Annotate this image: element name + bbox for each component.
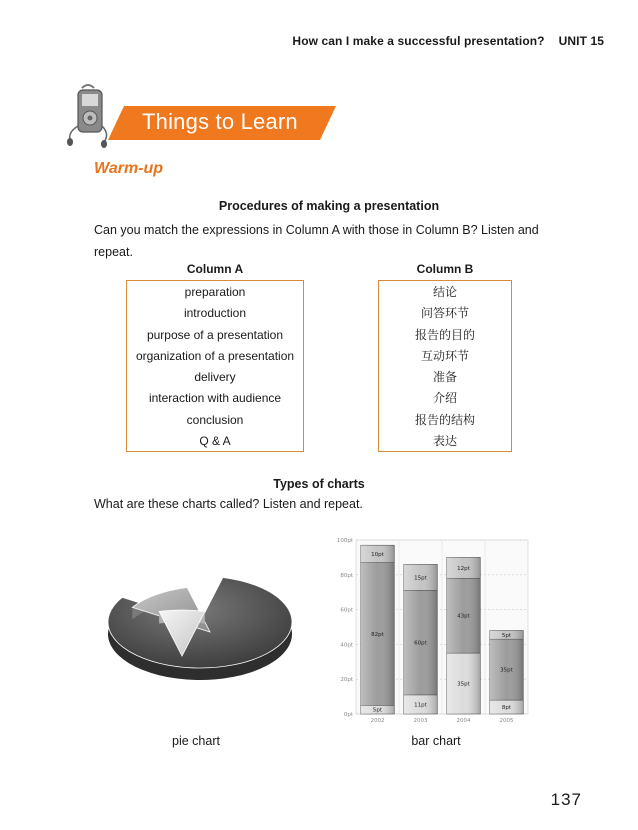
x-tick-label: 2004 [456,718,471,724]
column-a-item: conclusion [186,412,244,427]
column-a-item: delivery [194,370,236,385]
data-label: 5pt [501,632,512,639]
data-label: 60pt [414,640,427,647]
y-tick-label: 20pt [340,677,353,684]
pie-chart [100,560,300,710]
stacked-bar-chart [322,532,534,728]
page-number: 137 [550,790,582,809]
banner-title: Things to Learn [142,109,298,134]
header-question: How can I make a successful presentation? [292,34,545,48]
warmup-title: Warm-up [94,160,164,177]
column-b-item: 报告的目的 [414,327,475,342]
match-instruction: Can you match the expressions in Column A with those in Column B? Listen and repeat. [94,223,539,259]
column-b-item: 表达 [432,434,457,449]
column-a-item: interaction with audience [148,391,282,406]
column-b-item: 互动环节 [420,348,469,363]
pie-chart-caption: pie chart [172,734,220,748]
data-label: 43pt [457,613,470,620]
column-b-item: 结论 [432,285,457,299]
data-label: 15pt [414,575,427,582]
y-tick-label: 100pt [336,538,353,544]
x-tick-label: 2005 [499,718,514,724]
y-tick-label: 80pt [340,572,353,579]
types-of-charts-heading: Types of charts [273,477,365,491]
column-b-box [378,280,512,452]
column-a-box [126,280,304,452]
data-label: 10pt [371,551,384,558]
y-tick-label: 40pt [340,642,353,649]
data-label: 5pt [372,707,383,714]
data-label: 35pt [500,667,513,674]
column-a-item: Q & A [199,434,231,449]
column-a-item: purpose of a presentation [146,327,284,342]
data-label: 12pt [457,565,470,572]
column-a-heading: Column A [186,262,244,276]
y-tick-label: 0pt [343,712,353,718]
column-b-item: 报告的结构 [414,412,475,427]
data-label: 11pt [414,702,427,709]
procedures-heading: Procedures of making a presentation [218,199,440,213]
column-a-item: organization of a presentation [135,348,295,363]
data-label: 35pt [457,681,470,688]
column-b-item: 介绍 [432,391,457,406]
column-b-heading: Column B [416,262,474,276]
data-label: 82pt [371,631,384,638]
y-tick-label: 60pt [340,607,353,614]
column-a-item: preparation [184,285,246,299]
bar-chart-caption: bar chart [411,734,461,748]
charts-instruction: What are these charts called? Listen and repeat. [94,497,363,511]
column-b-item: 准备 [432,370,457,385]
x-tick-label: 2003 [413,718,428,724]
data-label: 8pt [501,705,512,712]
column-b-item: 问答环节 [420,306,469,321]
column-a-item: introduction [183,306,247,321]
mp3-player-icon [64,82,116,148]
header-unit: UNIT 15 [558,34,604,48]
x-tick-label: 2002 [370,718,385,724]
running-header [292,34,604,48]
